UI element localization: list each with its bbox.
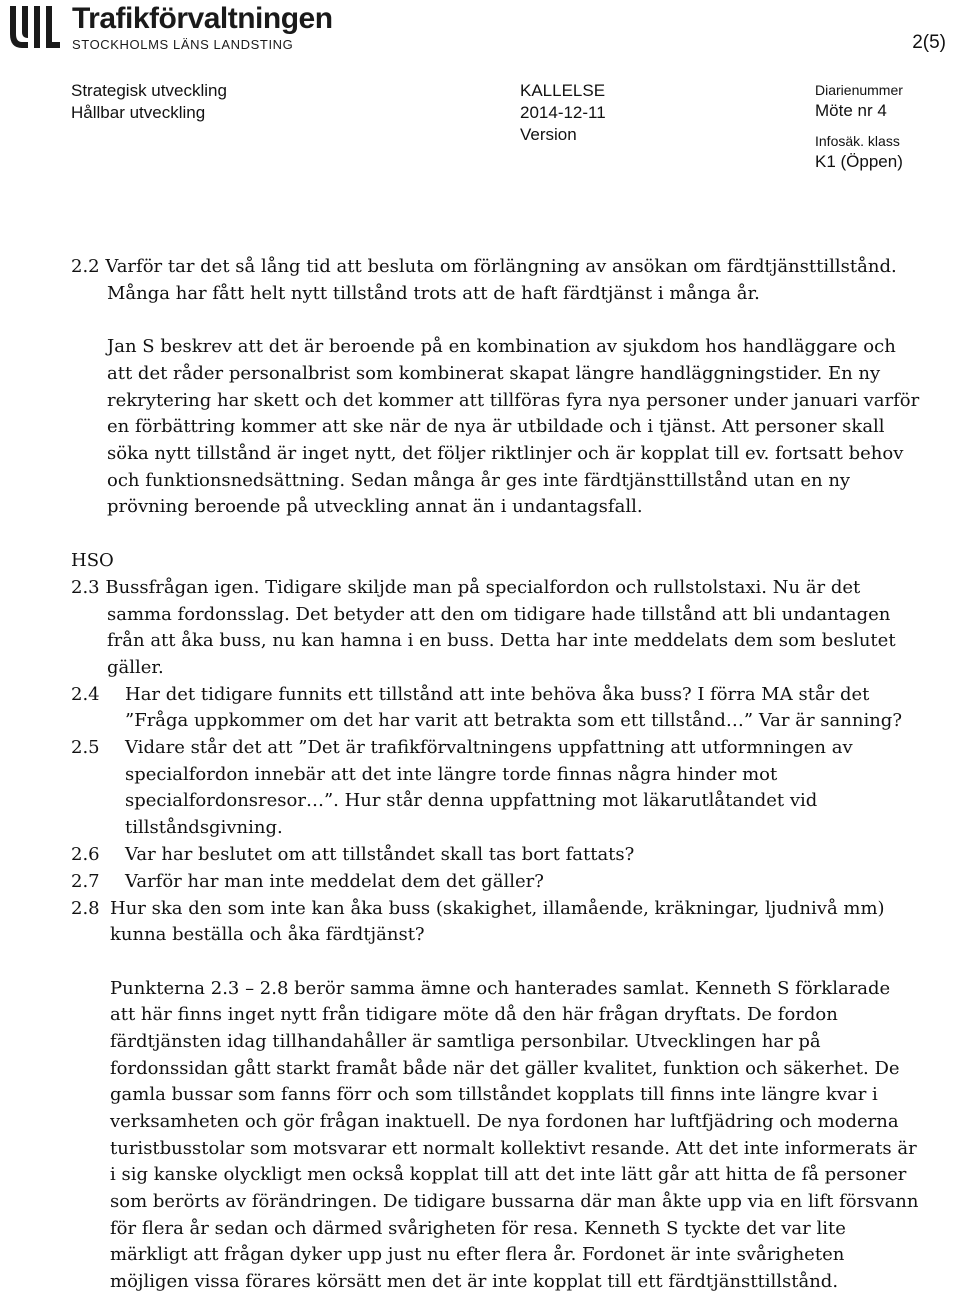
question-2-3-line: från att åka buss, nu kan hamna i en buss. Detta har inte meddelats dem som beslutet [107,630,896,651]
question-2-2-line-2: Många har fått helt nytt tillstånd trots att de haft färdtjänst i många år. [107,283,760,304]
question-2-3-line: samma fordonsslag. Det betyder att den om tidigare hade tillstånd att bli undantagen [107,604,891,625]
answer-2-line: Punkterna 2.3 – 2.8 berör samma ämne och hanterades samlat. Kenneth S förklarade [110,978,891,999]
question-2-3-line: 2.3 Bussfrågan igen. Tidigare skiljde man på specialfordon och rullstolstaxi. Nu är det [71,577,861,598]
question-2-7-line: Varför har man inte meddelat dem det gäller? [125,871,544,892]
answer-2-line: verksamheten och gör frågan inaktuell. De nya fordonen har luftfjädring och moderna [110,1111,899,1132]
question-2-5-line: tillståndsgivning. [125,817,283,838]
department-line-2: Hållbar utveckling [71,103,206,122]
question-2-5-line: Vidare står det att ”Det är trafikförvaltningens uppfattning att utformningen av [125,737,853,758]
question-2-8-number: 2.8 [71,898,100,919]
infosak-label: Infosäk. klass [815,133,900,149]
question-2-6-number: 2.6 [71,844,100,865]
answer-2-line: som berörts av förändringen. De tidigare bussarna där man åkte upp via en lift försvann [110,1191,919,1212]
question-2-3-line: gäller. [107,657,164,678]
answer-2-line: att här finns inget nytt från tidigare möte då den här frågan dryftats. De fordon [110,1004,838,1025]
answer-2-line: turistbusstolar som motsvarar ett normalt kollektivt resande. Att det inte informerats är [110,1138,917,1159]
answer-2-line: i sig kanske olyckligt men också kopplat till att det inte lätt går att hitta de få personer [110,1164,907,1185]
header-department [71,80,227,124]
answer-2-line: möjligen vissa förares körsätt men det är inte kopplat till ett färdtjänsttillstånd. [110,1271,839,1292]
answer-1-line: och funktionsnedsättning. Sedan många år ges inte färdtjänsttillstånd utan en ny [107,470,851,491]
trafikforvaltningen-logo-icon [6,4,62,56]
document-version: Version [520,125,577,144]
answer-2-line: för flera år sedan och därmed svårigheten för resa. Kenneth S tyckte det var lite [110,1218,846,1239]
question-2-5-line: specialfordonsresor…”. Hur står denna uppfattning mot läkarutlåtandet vid [125,790,818,811]
question-2-8-line: kunna beställa och åka färdtjänst? [110,924,425,945]
logo-subtitle: STOCKHOLMS LÄNS LANDSTING [72,37,294,52]
diarienummer-value: Möte nr 4 [815,101,887,120]
answer-1-line: rekrytering har skett och det kommer att tillföras fyra nya personer under januari varför [107,390,920,411]
answer-1-line: prövning beroende på utveckling annat än i undantagsfall. [107,496,643,517]
question-2-7-number: 2.7 [71,871,100,892]
infosak-value: K1 (Öppen) [815,152,903,171]
question-2-2-line-1: 2.2 Varför tar det så lång tid att besluta om förlängning av ansökan om färdtjänsttillstånd. [71,256,897,277]
department-line-1: Strategisk utveckling [71,81,227,100]
question-2-4-line: ”Fråga uppkommer om det har varit att betrakta som ett tillstånd…” Var är sanning? [125,710,902,731]
section-heading-hso: HSO [71,550,114,571]
answer-1-line: Jan S beskrev att det är beroende på en kombination av sjukdom hos handläggare och [107,336,896,357]
page-number: 2(5) [912,32,946,53]
diarienummer-label: Diarienummer [815,82,903,98]
question-2-5-line: specialfordon innebär att det inte längre torde finnas några hinder mot [125,764,778,785]
answer-1-line: söka nytt tillstånd är inget nytt, det följer riktlinjer och är kopplat till ev. fortsatt behov [107,443,904,464]
header-document-type [520,80,606,146]
question-2-4-line: Har det tidigare funnits ett tillstånd att inte behöva åka buss? I förra MA står det [125,684,870,705]
question-2-5-number: 2.5 [71,737,100,758]
document-date: 2014-12-11 [520,103,606,122]
header-meta [815,80,903,173]
answer-1-line: en förbättring kommer att ske när de nya är utbildade och i tjänst. Att personer skall [107,416,885,437]
organization-logo [6,2,336,56]
question-2-8-line: Hur ska den som inte kan åka buss (skakighet, illamående, kräkningar, ljudnivå mm) [110,898,885,919]
answer-2-line: märkligt att frågan dyker upp just nu efter flera år. Fordonet är inte svårigheten [110,1244,845,1265]
document-type: KALLELSE [520,81,606,100]
question-2-4-number: 2.4 [71,684,100,705]
logo-name: Trafikförvaltningen [72,2,333,35]
question-2-6-line: Var har beslutet om att tillståndet skall tas bort fattats? [125,844,635,865]
answer-2-line: gamla bussar som fanns förr och som tillståndet kopplats till finns inte längre kvar i [110,1084,878,1105]
answer-2-line: fordonssidan gått starkt framåt både när det gäller kvalitet, funktion och säkerhet. De [110,1058,900,1079]
answer-1-line: att det råder personalbrist som kombinerat skapat längre handläggningstider. En ny [107,363,881,384]
answer-2-line: färdtjänsten idag tillhandahåller är samtliga personbilar. Utvecklingen har på [110,1031,821,1052]
